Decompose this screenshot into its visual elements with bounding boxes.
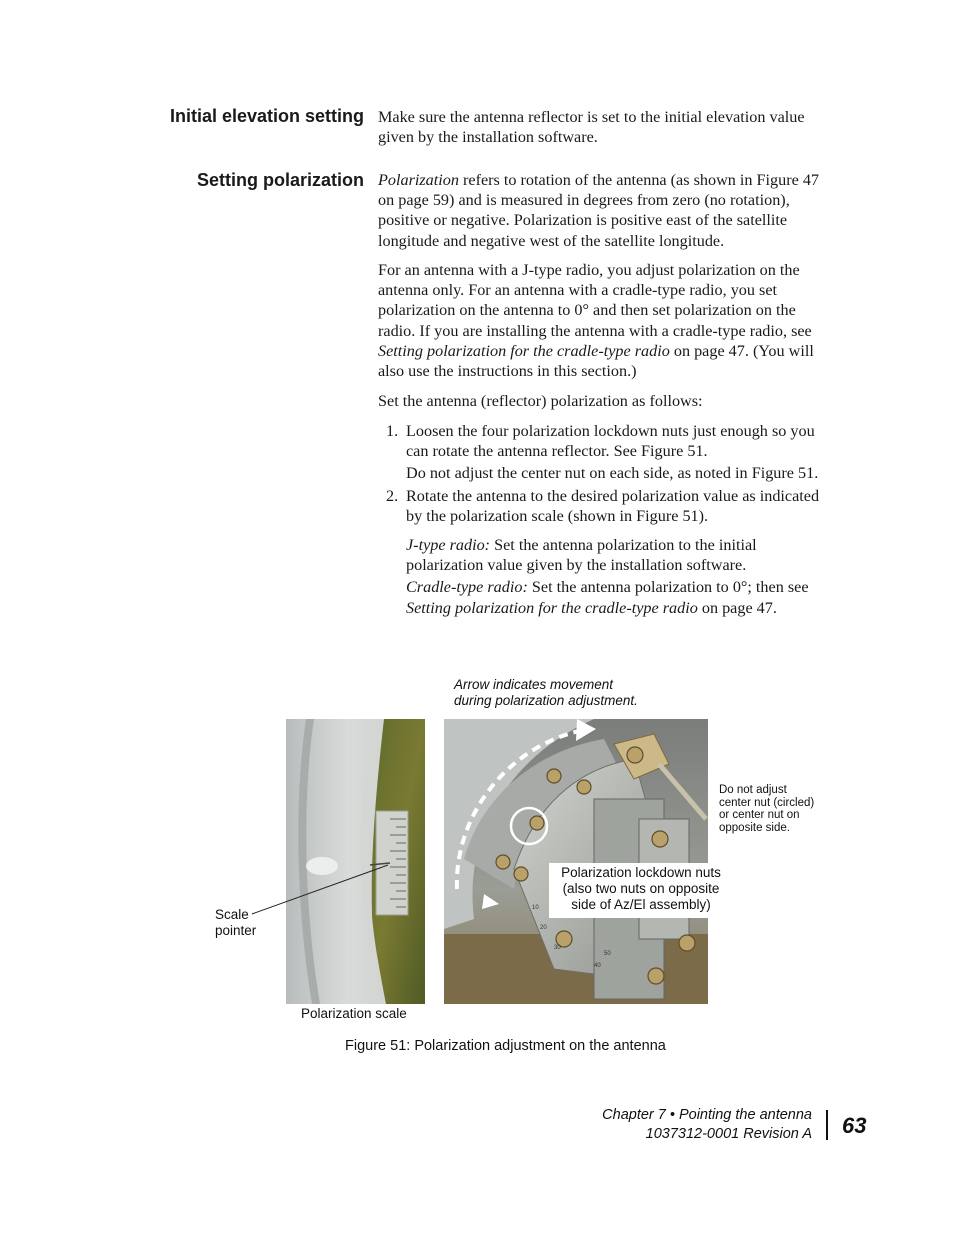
polarization-p2-tail: on page 47. (You will also use the instructions in this section.)	[378, 341, 814, 381]
step-text: Loosen the four polarization lockdown nuts just enough so you can rotate the antenna reflector. See Figure 51.	[406, 422, 815, 461]
az-el-assembly-image	[444, 719, 708, 1004]
steps-list	[378, 421, 828, 618]
step-number: 2.	[386, 486, 399, 505]
footer-doc-revision: 1037312-0001 Revision A	[645, 1126, 812, 1142]
jtype-label: J-type radio:	[406, 536, 491, 555]
elevation-text: Make sure the antenna reflector is set to the initial elevation value given by the installation software.	[378, 108, 805, 147]
list-item	[378, 421, 828, 484]
polarization-p1-text: refers to rotation of the antenna (as shown in Figure 47 on page 59) and is measured in degrees from zero (no rotation), positive or negative. Polarization is positive east of the satellite longitude and negative west of the satellite longitude.	[378, 171, 820, 250]
scale-pointer-leader-line	[250, 860, 390, 920]
cradle-text: Set the antenna polarization to 0°; then see	[527, 578, 809, 597]
footer-text	[602, 1106, 812, 1144]
section-heading-polarization: Setting polarization	[196, 170, 364, 190]
arrow-movement-label	[454, 677, 638, 709]
footer-divider	[826, 1110, 828, 1140]
scale-pointer-line-1: Scale	[215, 907, 249, 922]
cradle-tail: on page 47.	[697, 598, 777, 617]
svg-text:20: 20	[540, 925, 547, 931]
svg-text:30: 30	[554, 945, 561, 951]
center-nut-line-4: opposite side.	[719, 821, 790, 834]
footer-chapter: Chapter 7 • Pointing the antenna	[602, 1107, 812, 1123]
polarization-p3-text: Set the antenna (reflector) polarization as follows:	[378, 392, 703, 410]
cross-reference-cradle: Setting polarization for the cradle-type radio	[378, 341, 670, 360]
cross-reference-cradle: Setting polarization for the cradle-type radio	[406, 598, 698, 617]
section-heading-elevation: Initial elevation setting	[169, 106, 364, 126]
jtype-text: Set the antenna polarization to the initial polarization value given by the installation software.	[406, 536, 757, 575]
center-nut-note	[719, 784, 814, 834]
polarization-scale-label: Polarization scale	[301, 1006, 407, 1021]
svg-text:50: 50	[604, 951, 611, 957]
center-nut-line-2: center nut (circled)	[719, 796, 815, 809]
figure-caption: Figure 51: Polarization adjustment on the antenna	[345, 1038, 666, 1054]
scale-pointer-line-2: pointer	[215, 923, 257, 938]
lockdown-line-2: (also two nuts on opposite	[562, 881, 720, 896]
svg-text:40: 40	[594, 963, 601, 969]
step-note: Do not adjust the center nut on each side, as noted in Figure 51.	[406, 464, 819, 483]
polarization-paragraph-2	[378, 260, 828, 381]
lockdown-line-3: side of Az/El assembly)	[571, 897, 711, 912]
page-number: 63	[842, 1113, 867, 1138]
center-nut-line-3: or center nut on	[719, 809, 800, 821]
az-el-assembly-photo	[444, 719, 708, 1004]
arrow-label-line-2: during polarization adjustment.	[454, 693, 638, 708]
lockdown-line-1: Polarization lockdown nuts	[561, 865, 721, 880]
center-nut-line-1: Do not adjust	[719, 784, 787, 796]
step-text: Rotate the antenna to the desired polarization value as indicated by the polarization scale (shown in Figure 51).	[406, 486, 820, 525]
cradle-label: Cradle-type radio:	[406, 578, 528, 597]
svg-text:10: 10	[532, 905, 539, 911]
polarization-p2-text: For an antenna with a J-type radio, you adjust polarization on the antenna only. For an antenna with a cradle-type radio, you set polarization on the antenna to 0° and then set polarization on the radio. If you are installing the antenna with a cradle-type radio, see	[378, 261, 812, 340]
step-number: 1.	[386, 422, 399, 440]
lockdown-nuts-callout	[553, 865, 729, 913]
polarization-paragraph-3	[378, 391, 828, 411]
polarization-paragraph-1	[378, 170, 828, 251]
list-item	[378, 486, 828, 618]
polarization-term: Polarization	[378, 171, 459, 189]
arrow-label-line-1: Arrow indicates movement	[454, 677, 614, 692]
elevation-paragraph	[378, 107, 828, 147]
